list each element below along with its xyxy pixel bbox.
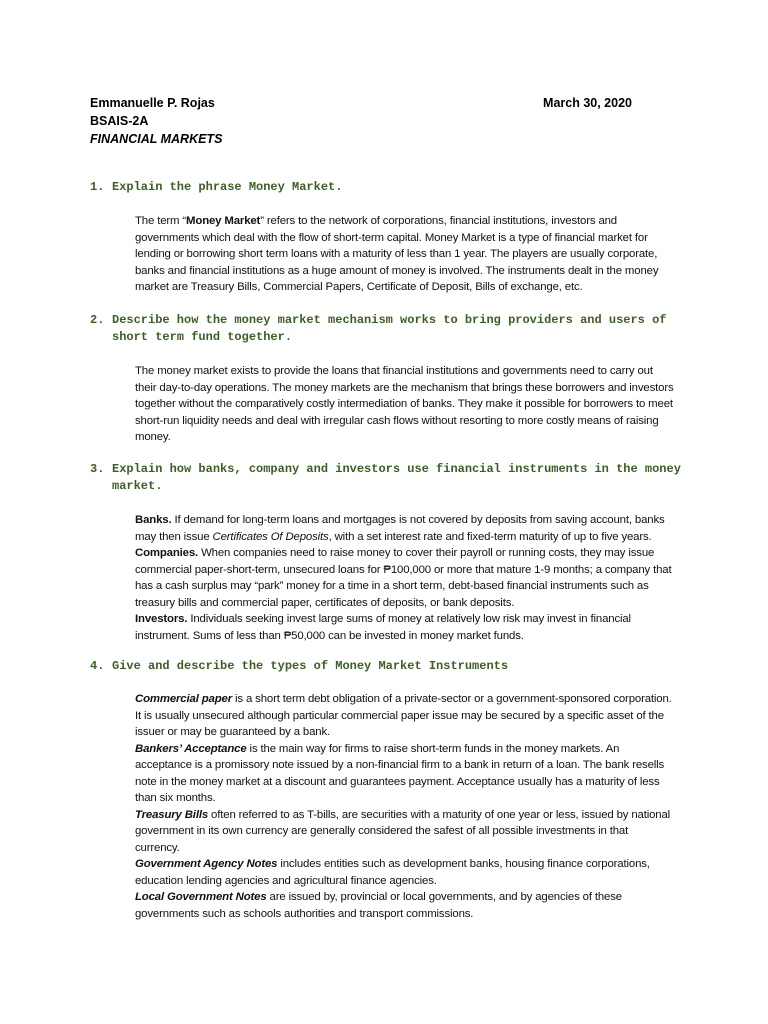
instrument-term: Local Government Notes — [135, 891, 267, 903]
investors-text: Individuals seeking invest large sums of money at relatively low risk may invest in financial instrument. Sums of less than ₱50,000 can be invested in money market funds. — [135, 613, 631, 642]
instrument-description: includes entities such as development banks, housing finance corporations, education lending agencies and agricultural finance agencies. — [135, 858, 650, 887]
question-1 — [90, 179, 690, 196]
question-text: Describe how the money market mechanism works to bring providers and users of short term fund together. — [112, 313, 667, 344]
answer-2 — [135, 363, 675, 446]
instrument-description: is the main way for firms to raise short-term funds in the money markets. An acceptance is a promissory note issued by a non-financial firm to a bank in return of a loan. The bank resells note in the money market at a discount and guarantees payment. Acceptance usually has a maturity of less than six months. — [135, 742, 665, 804]
question-text: Explain the phrase Money Market. — [112, 180, 343, 194]
instrument-commercial-paper — [135, 691, 675, 741]
label-companies: Companies. — [135, 547, 199, 559]
answer-body: ” refers to the network of corporations, financial institutions, investors and governments which deal with the flow of short-term capital. Money Market is a type of financial market for lending or borrowing short term loans with a maturity of less than 1 year. The players are usually corporate, banks and financial institutions as a huge amount of money is involved. The instruments dealt in the money market are Treasury Bills, Commercial Papers, Certificate of Deposit, Bills of exchange, etc. — [135, 215, 659, 293]
answer-4 — [135, 691, 675, 922]
question-text: Explain how banks, company and investors use financial instruments in the money market. — [112, 462, 681, 493]
instrument-term: Government Agency Notes — [135, 858, 278, 870]
answer-intro: The term “ — [135, 215, 187, 227]
banks-text: If demand for long-term loans and mortgages is not covered by deposits from saving account, banks may then issue — [135, 514, 665, 543]
instrument-bankers-acceptance — [135, 741, 675, 807]
answer-investors — [135, 611, 675, 644]
instrument-description: is a short term debt obligation of a private-sector or a government-sponsored corporation. It is usually unsecured although particular commercial paper issue may be secured by a specific asset of the issuer or may be guaranteed by a bank. — [135, 693, 672, 738]
label-banks: Banks. — [135, 514, 172, 526]
question-text: Give and describe the types of Money Market Instruments — [112, 659, 509, 673]
question-number: 3. — [90, 462, 105, 476]
document-date: March 30, 2020 — [543, 96, 632, 110]
answer-companies — [135, 545, 675, 611]
answer-paragraph: The money market exists to provide the loans that financial institutions and governments need to carry out their day-to-day operations. The money markets are the mechanism that brings these borrowers and investors together without the comparatively costly intermediation of banks. They make it possible for borrowers to meet short-run liquidity needs and deal with irregular cash flows without resorting to more costly means of raising money. — [135, 365, 674, 443]
instrument-local-government-notes — [135, 889, 675, 922]
answer-paragraph — [135, 213, 675, 296]
question-number: 2. — [90, 313, 105, 327]
document-header — [90, 94, 650, 148]
instrument-term: Bankers’ Acceptance — [135, 742, 247, 755]
question-4 — [90, 658, 690, 675]
instrument-description: are issued by, provincial or local governments, and by agencies of these governments such as schools authorities and transport commissions. — [135, 891, 622, 920]
companies-text: When companies need to raise money to cover their payroll or running costs, they may issue commercial paper-short-term, unsecured loans for ₱100,000 or more that mature 1-9 months; a company that has a cash surplus may “park” money for a time in a short term, debt-based financial instruments such as treasury bills and commercial paper, certificates of deposits, or bank deposits. — [135, 547, 672, 609]
answer-3 — [135, 512, 675, 644]
instrument-government-agency-notes — [135, 856, 675, 889]
term-money-market: Money Market — [186, 215, 261, 227]
course-section: BSAIS-2A — [90, 114, 149, 128]
answer-1 — [135, 213, 675, 296]
term-certificates-of-deposits: Certificates Of Deposits — [212, 530, 329, 543]
author-name: Emmanuelle P. Rojas — [90, 96, 215, 110]
question-2 — [90, 312, 690, 346]
question-number: 1. — [90, 180, 105, 194]
instrument-term: Treasury Bills — [135, 808, 209, 821]
answer-banks — [135, 512, 675, 545]
banks-text-end: , with a set interest rate and fixed-term maturity of up to five years. — [328, 530, 652, 543]
label-investors: Investors. — [135, 613, 188, 625]
instrument-treasury-bills — [135, 807, 675, 857]
instrument-description: often referred to as T-bills, are securities with a maturity of one year or less, issued by national government in its own currency are generally considered the safest of all possible investments in that currency. — [135, 808, 671, 854]
question-number: 4. — [90, 659, 105, 673]
instrument-term: Commercial paper — [135, 693, 232, 705]
question-3 — [90, 461, 690, 495]
subject-title: FINANCIAL MARKETS — [90, 132, 223, 146]
